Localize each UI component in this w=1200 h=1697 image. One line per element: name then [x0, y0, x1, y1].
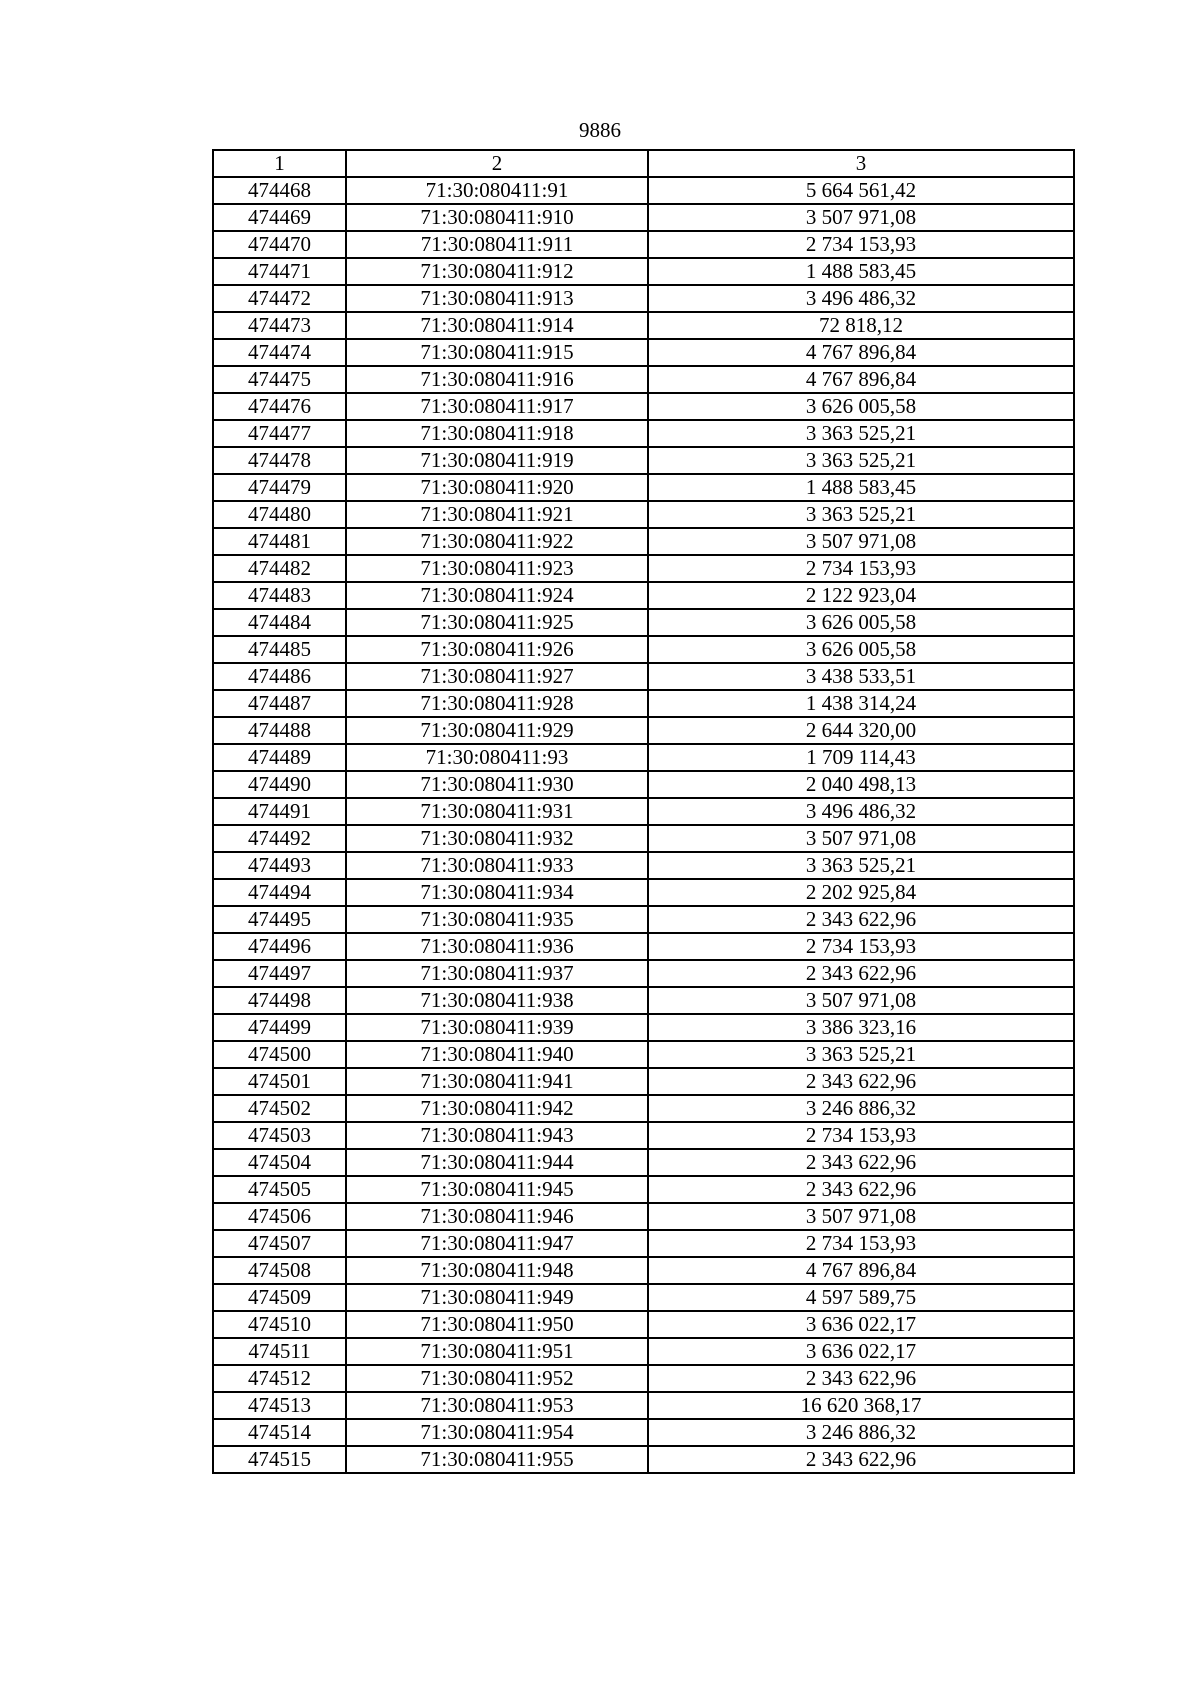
value-cell: 3 507 971,08 [648, 825, 1074, 852]
table-row [213, 609, 1074, 636]
row-number-cell: 474481 [213, 528, 346, 555]
cadastral-number-cell: 71:30:080411:928 [346, 690, 648, 717]
table-row [213, 1122, 1074, 1149]
value-cell: 72 818,12 [648, 312, 1074, 339]
table-row [213, 231, 1074, 258]
cadastral-number-cell: 71:30:080411:916 [346, 366, 648, 393]
table-row [213, 1284, 1074, 1311]
cadastral-number-cell: 71:30:080411:911 [346, 231, 648, 258]
value-cell: 4 767 896,84 [648, 366, 1074, 393]
cadastral-number-cell: 71:30:080411:914 [346, 312, 648, 339]
cadastral-number-cell: 71:30:080411:936 [346, 933, 648, 960]
table-row [213, 1095, 1074, 1122]
cadastral-number-cell: 71:30:080411:927 [346, 663, 648, 690]
cadastral-number-cell: 71:30:080411:943 [346, 1122, 648, 1149]
value-cell: 2 040 498,13 [648, 771, 1074, 798]
value-cell: 3 636 022,17 [648, 1338, 1074, 1365]
value-cell: 4 767 896,84 [648, 1257, 1074, 1284]
row-number-cell: 474474 [213, 339, 346, 366]
table-row [213, 1419, 1074, 1446]
page-number: 9886 [579, 118, 621, 142]
row-number-cell: 474501 [213, 1068, 346, 1095]
table-row [213, 771, 1074, 798]
data-table-container [212, 149, 1073, 1474]
table-row [213, 879, 1074, 906]
value-cell: 1 709 114,43 [648, 744, 1074, 771]
cadastral-number-cell: 71:30:080411:929 [346, 717, 648, 744]
row-number-cell: 474507 [213, 1230, 346, 1257]
row-number-cell: 474499 [213, 1014, 346, 1041]
cadastral-number-cell: 71:30:080411:940 [346, 1041, 648, 1068]
table-row [213, 528, 1074, 555]
value-cell: 2 343 622,96 [648, 906, 1074, 933]
row-number-cell: 474485 [213, 636, 346, 663]
table-row [213, 798, 1074, 825]
value-cell: 5 664 561,42 [648, 177, 1074, 204]
row-number-cell: 474478 [213, 447, 346, 474]
row-number-cell: 474497 [213, 960, 346, 987]
cadastral-number-cell: 71:30:080411:937 [346, 960, 648, 987]
cadastral-number-cell: 71:30:080411:938 [346, 987, 648, 1014]
cadastral-number-cell: 71:30:080411:912 [346, 258, 648, 285]
row-number-cell: 474508 [213, 1257, 346, 1284]
cadastral-number-cell: 71:30:080411:923 [346, 555, 648, 582]
row-number-cell: 474480 [213, 501, 346, 528]
value-cell: 3 626 005,58 [648, 636, 1074, 663]
cadastral-number-cell: 71:30:080411:950 [346, 1311, 648, 1338]
value-cell: 3 363 525,21 [648, 447, 1074, 474]
table-row [213, 420, 1074, 447]
value-cell: 3 507 971,08 [648, 987, 1074, 1014]
cadastral-number-cell: 71:30:080411:932 [346, 825, 648, 852]
table-row [213, 933, 1074, 960]
table-row [213, 285, 1074, 312]
table-row [213, 1014, 1074, 1041]
cadastral-number-cell: 71:30:080411:919 [346, 447, 648, 474]
value-cell: 2 734 153,93 [648, 1230, 1074, 1257]
table-row [213, 1365, 1074, 1392]
value-cell: 2 343 622,96 [648, 1176, 1074, 1203]
table-row [213, 1311, 1074, 1338]
row-number-cell: 474500 [213, 1041, 346, 1068]
row-number-cell: 474510 [213, 1311, 346, 1338]
cadastral-number-cell: 71:30:080411:947 [346, 1230, 648, 1257]
table-row [213, 1230, 1074, 1257]
row-number-cell: 474503 [213, 1122, 346, 1149]
table-row [213, 204, 1074, 231]
table-row [213, 474, 1074, 501]
value-cell: 4 767 896,84 [648, 339, 1074, 366]
value-cell: 3 363 525,21 [648, 1041, 1074, 1068]
value-cell: 2 202 925,84 [648, 879, 1074, 906]
row-number-cell: 474468 [213, 177, 346, 204]
value-cell: 3 438 533,51 [648, 663, 1074, 690]
row-number-cell: 474504 [213, 1149, 346, 1176]
table-row [213, 501, 1074, 528]
table-row [213, 1176, 1074, 1203]
table-header [213, 150, 1074, 177]
table-row [213, 744, 1074, 771]
value-cell: 1 488 583,45 [648, 258, 1074, 285]
value-cell: 16 620 368,17 [648, 1392, 1074, 1419]
row-number-cell: 474511 [213, 1338, 346, 1365]
value-cell: 2 734 153,93 [648, 1122, 1074, 1149]
row-number-cell: 474487 [213, 690, 346, 717]
table-row [213, 1257, 1074, 1284]
column-header-1: 1 [213, 150, 346, 177]
cadastral-number-cell: 71:30:080411:918 [346, 420, 648, 447]
cadastral-number-cell: 71:30:080411:917 [346, 393, 648, 420]
cadastral-number-cell: 71:30:080411:933 [346, 852, 648, 879]
table-row [213, 717, 1074, 744]
value-cell: 3 507 971,08 [648, 204, 1074, 231]
table-row [213, 555, 1074, 582]
value-cell: 1 438 314,24 [648, 690, 1074, 717]
row-number-cell: 474483 [213, 582, 346, 609]
row-number-cell: 474491 [213, 798, 346, 825]
cadastral-number-cell: 71:30:080411:948 [346, 1257, 648, 1284]
table-row [213, 339, 1074, 366]
value-cell: 2 343 622,96 [648, 1068, 1074, 1095]
table-row [213, 825, 1074, 852]
table-row [213, 1041, 1074, 1068]
table-row [213, 1392, 1074, 1419]
row-number-cell: 474469 [213, 204, 346, 231]
table-row [213, 366, 1074, 393]
row-number-cell: 474498 [213, 987, 346, 1014]
value-cell: 3 507 971,08 [648, 1203, 1074, 1230]
table-row [213, 1149, 1074, 1176]
row-number-cell: 474509 [213, 1284, 346, 1311]
table-row [213, 987, 1074, 1014]
table-row [213, 960, 1074, 987]
cadastral-number-cell: 71:30:080411:915 [346, 339, 648, 366]
table-row [213, 1203, 1074, 1230]
row-number-cell: 474493 [213, 852, 346, 879]
value-cell: 3 496 486,32 [648, 798, 1074, 825]
value-cell: 3 363 525,21 [648, 420, 1074, 447]
cadastral-number-cell: 71:30:080411:946 [346, 1203, 648, 1230]
cadastral-number-cell: 71:30:080411:944 [346, 1149, 648, 1176]
cadastral-number-cell: 71:30:080411:942 [346, 1095, 648, 1122]
cadastral-number-cell: 71:30:080411:921 [346, 501, 648, 528]
row-number-cell: 474472 [213, 285, 346, 312]
row-number-cell: 474470 [213, 231, 346, 258]
cadastral-number-cell: 71:30:080411:926 [346, 636, 648, 663]
cadastral-number-cell: 71:30:080411:954 [346, 1419, 648, 1446]
value-cell: 3 386 323,16 [648, 1014, 1074, 1041]
row-number-cell: 474476 [213, 393, 346, 420]
cadastral-number-cell: 71:30:080411:934 [346, 879, 648, 906]
row-number-cell: 474484 [213, 609, 346, 636]
value-cell: 3 363 525,21 [648, 501, 1074, 528]
cadastral-number-cell: 71:30:080411:931 [346, 798, 648, 825]
cadastral-number-cell: 71:30:080411:925 [346, 609, 648, 636]
value-cell: 2 343 622,96 [648, 1365, 1074, 1392]
data-table [212, 149, 1075, 1474]
row-number-cell: 474496 [213, 933, 346, 960]
value-cell: 2 734 153,93 [648, 933, 1074, 960]
value-cell: 2 122 923,04 [648, 582, 1074, 609]
value-cell: 3 626 005,58 [648, 609, 1074, 636]
value-cell: 1 488 583,45 [648, 474, 1074, 501]
table-row [213, 1338, 1074, 1365]
row-number-cell: 474502 [213, 1095, 346, 1122]
cadastral-number-cell: 71:30:080411:935 [346, 906, 648, 933]
cadastral-number-cell: 71:30:080411:952 [346, 1365, 648, 1392]
row-number-cell: 474494 [213, 879, 346, 906]
row-number-cell: 474512 [213, 1365, 346, 1392]
cadastral-number-cell: 71:30:080411:913 [346, 285, 648, 312]
cadastral-number-cell: 71:30:080411:91 [346, 177, 648, 204]
row-number-cell: 474477 [213, 420, 346, 447]
value-cell: 2 644 320,00 [648, 717, 1074, 744]
table-body [213, 177, 1074, 1473]
cadastral-number-cell: 71:30:080411:924 [346, 582, 648, 609]
row-number-cell: 474479 [213, 474, 346, 501]
table-row [213, 393, 1074, 420]
value-cell: 3 636 022,17 [648, 1311, 1074, 1338]
cadastral-number-cell: 71:30:080411:941 [346, 1068, 648, 1095]
row-number-cell: 474486 [213, 663, 346, 690]
table-row [213, 1068, 1074, 1095]
value-cell: 3 496 486,32 [648, 285, 1074, 312]
cadastral-number-cell: 71:30:080411:945 [346, 1176, 648, 1203]
cadastral-number-cell: 71:30:080411:939 [346, 1014, 648, 1041]
table-row [213, 852, 1074, 879]
row-number-cell: 474488 [213, 717, 346, 744]
value-cell: 2 343 622,96 [648, 1446, 1074, 1473]
table-row [213, 312, 1074, 339]
value-cell: 3 626 005,58 [648, 393, 1074, 420]
row-number-cell: 474505 [213, 1176, 346, 1203]
row-number-cell: 474506 [213, 1203, 346, 1230]
row-number-cell: 474475 [213, 366, 346, 393]
cadastral-number-cell: 71:30:080411:953 [346, 1392, 648, 1419]
value-cell: 2 734 153,93 [648, 231, 1074, 258]
table-row [213, 690, 1074, 717]
column-header-2: 2 [346, 150, 648, 177]
table-row [213, 177, 1074, 204]
value-cell: 2 343 622,96 [648, 1149, 1074, 1176]
row-number-cell: 474513 [213, 1392, 346, 1419]
row-number-cell: 474482 [213, 555, 346, 582]
cadastral-number-cell: 71:30:080411:910 [346, 204, 648, 231]
row-number-cell: 474473 [213, 312, 346, 339]
table-row [213, 1446, 1074, 1473]
cadastral-number-cell: 71:30:080411:922 [346, 528, 648, 555]
cadastral-number-cell: 71:30:080411:920 [346, 474, 648, 501]
value-cell: 2 343 622,96 [648, 960, 1074, 987]
row-number-cell: 474492 [213, 825, 346, 852]
cadastral-number-cell: 71:30:080411:951 [346, 1338, 648, 1365]
value-cell: 3 246 886,32 [648, 1095, 1074, 1122]
row-number-cell: 474489 [213, 744, 346, 771]
cadastral-number-cell: 71:30:080411:949 [346, 1284, 648, 1311]
value-cell: 3 363 525,21 [648, 852, 1074, 879]
table-row [213, 906, 1074, 933]
cadastral-number-cell: 71:30:080411:93 [346, 744, 648, 771]
table-row [213, 258, 1074, 285]
header-row [213, 150, 1074, 177]
value-cell: 2 734 153,93 [648, 555, 1074, 582]
table-row [213, 447, 1074, 474]
column-header-3: 3 [648, 150, 1074, 177]
value-cell: 3 246 886,32 [648, 1419, 1074, 1446]
table-row [213, 636, 1074, 663]
row-number-cell: 474514 [213, 1419, 346, 1446]
value-cell: 3 507 971,08 [648, 528, 1074, 555]
cadastral-number-cell: 71:30:080411:955 [346, 1446, 648, 1473]
row-number-cell: 474515 [213, 1446, 346, 1473]
table-row [213, 663, 1074, 690]
value-cell: 4 597 589,75 [648, 1284, 1074, 1311]
cadastral-number-cell: 71:30:080411:930 [346, 771, 648, 798]
row-number-cell: 474490 [213, 771, 346, 798]
row-number-cell: 474471 [213, 258, 346, 285]
table-row [213, 582, 1074, 609]
row-number-cell: 474495 [213, 906, 346, 933]
